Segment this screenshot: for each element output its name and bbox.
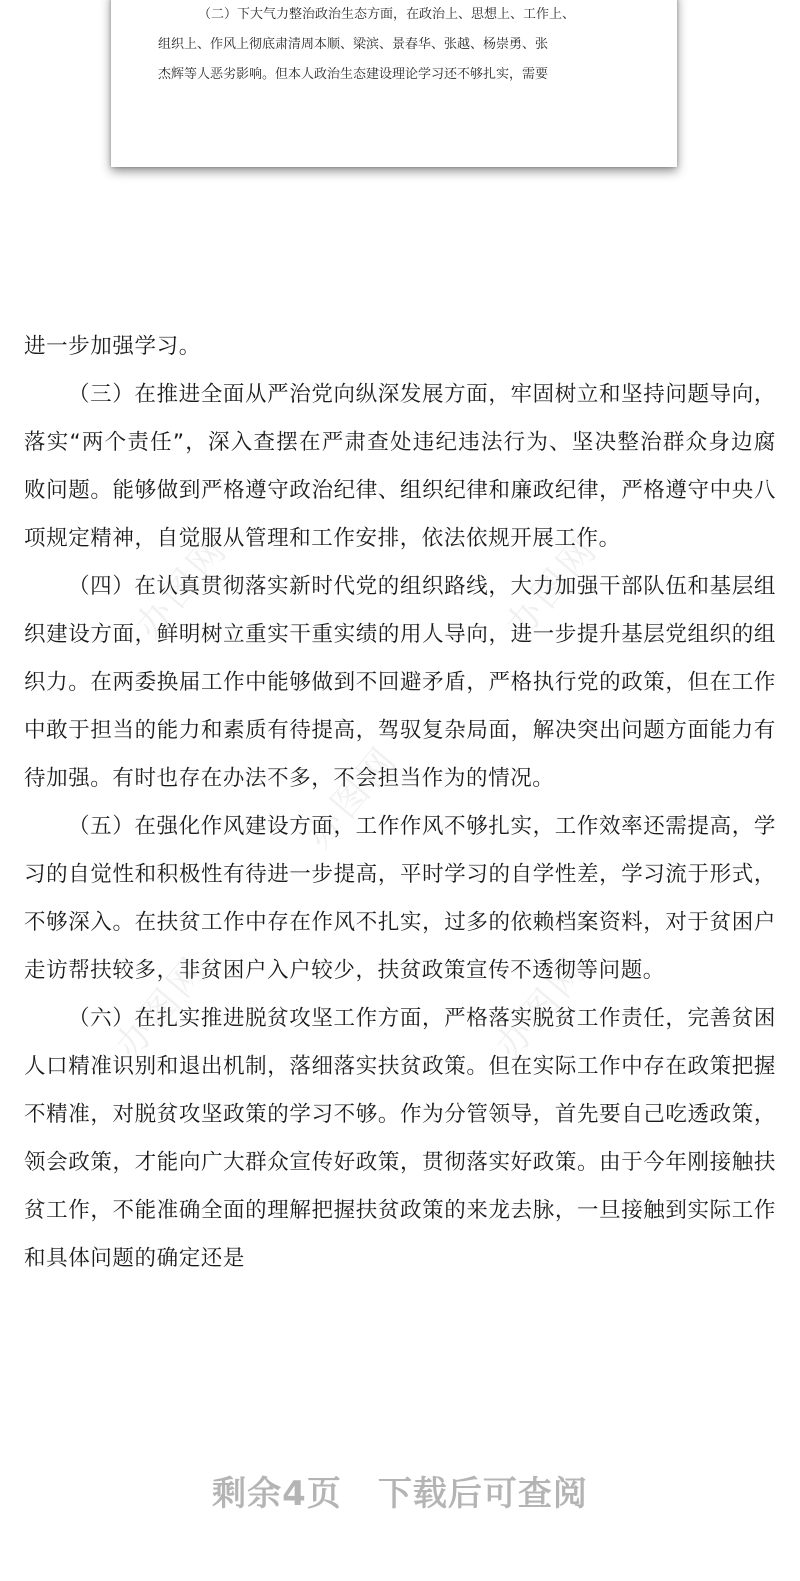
remaining-pages-label: 剩余4页 xyxy=(212,1474,342,1514)
download-to-view-label: 下载后可查阅 xyxy=(377,1474,588,1514)
document-preview-card xyxy=(111,0,677,167)
watermark: 办图网 xyxy=(488,948,597,1067)
watermark: 办图网 xyxy=(108,948,217,1067)
watermark: 办图网 xyxy=(298,738,407,857)
preview-line-3: 杰辉等人恶劣影响。但本人政治生态建设理论学习还不够扎实，需要 xyxy=(158,67,549,82)
remaining-pages-notice[interactable] xyxy=(0,1466,800,1516)
paragraph-section-4: （四）在认真贯彻落实新时代党的组织路线，大力加强干部队伍和基层组织建设方面，鲜明树立重实干重实绩的用人导向，进一步提升基层党组织的组织力。在两委换届工作中能够做到不回避矛盾，严格执行党的政策，但在工作中敢于担当的能力和素质有待提高，驾驭复杂局面，解决突出问题方面能力有待加强。有时也存在办法不多，不会担当作为的情况。 xyxy=(24,574,776,791)
paragraph-section-5: （五）在强化作风建设方面，工作作风不够扎实，工作效率还需提高，学习的自觉性和积极性有待进一步提高，平时学习的自学性差，学习流于形式，不够深入。在扶贫工作中存在作风不扎实，过多的依赖档案资料，对于贫困户走访帮扶较多，非贫困户入户较少，扶贫政策宣传不透彻等问题。 xyxy=(24,814,776,983)
paragraph-section-6: （六）在扎实推进脱贫攻坚工作方面，严格落实脱贫工作责任，完善贫困人口精准识别和退出机制，落细落实扶贫政策。但在实际工作中存在政策把握不精准，对脱贫攻坚政策的学习不够。作为分管领导，首先要自己吃透政策，领会政策，才能向广大群众宣传好政策，贯彻落实好政策。由于今年刚接触扶贫工作，不能准确全面的理解把握扶贫政策的来龙去脉，一旦接触到实际工作和具体问题的确定还是 xyxy=(24,1006,776,1271)
watermark: 办图网 xyxy=(498,528,607,647)
paragraph-continuation: 进一步加强学习。 xyxy=(24,334,201,359)
document-body xyxy=(24,323,776,1283)
preview-line-1: （二）下大气力整治政治生态方面，在政治上、思想上、工作上、 xyxy=(198,7,576,22)
preview-text xyxy=(158,0,648,90)
paragraph-section-3: （三）在推进全面从严治党向纵深发展方面，牢固树立和坚持问题导向，落实“两个责任”，深入查摆在严肃查处违纪违法行为、坚决整治群众身边腐败问题。能够做到严格遵守政治纪律、组织纪律和廉政纪律，严格遵守中央八项规定精神，自觉服从管理和工作安排，依法依规开展工作。 xyxy=(24,382,776,551)
watermark: 办图网 xyxy=(128,528,237,647)
preview-line-2: 组织上、作风上彻底肃清周本顺、梁滨、景春华、张越、杨崇勇、张 xyxy=(158,37,549,52)
